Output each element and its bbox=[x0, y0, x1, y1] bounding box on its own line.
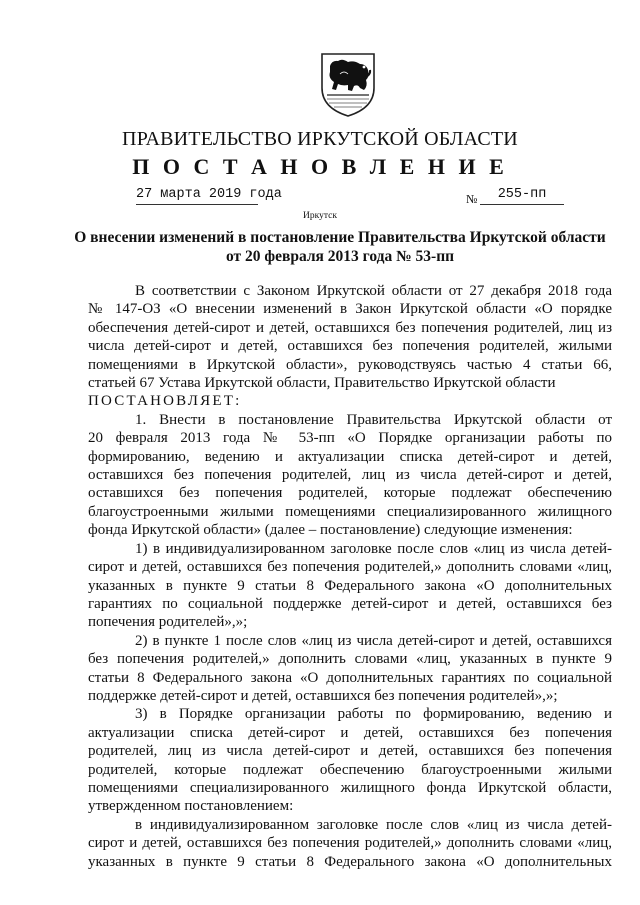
document-body bbox=[88, 282, 612, 871]
decree-word: ПОСТАНОВЛЯЕТ: bbox=[88, 393, 242, 410]
text-line: в индивидуализированном заголовке после слов «лиц из числа детей- bbox=[135, 816, 612, 833]
text-line: указанных в пункте 9 статьи 8 Федерального закона «О дополнительных bbox=[88, 577, 612, 594]
text-line: без попечения родителей,» дополнить словами «лиц, указанных в пункте 9 bbox=[88, 651, 612, 668]
text-line: формированию, ведению и актуализации списка детей-сирот и детей, bbox=[88, 448, 612, 465]
text-line: числа детей-сирот и детей, оставшихся без попечения родителей, жилыми bbox=[88, 338, 612, 355]
text-line: 1. Внести в постановление Правительства Иркутской области от bbox=[135, 411, 612, 428]
paragraph-subitem-1 bbox=[88, 540, 612, 632]
text-line: сирот и детей, оставшихся без попечения родителей,» дополнить словами «лиц, bbox=[88, 559, 612, 576]
text-line: сирот и детей, оставшихся без попечения родителей,» дополнить словами «лиц, bbox=[88, 835, 612, 852]
text-line: родителей, которые подлежат обеспечению благоустроенными жилыми bbox=[88, 761, 612, 778]
text-line: поддержке детей-сирот и детей, оставшихся без попечения родителей»,»; bbox=[88, 687, 558, 704]
paragraph-amendment bbox=[88, 816, 612, 871]
text-line: оставшихся без попечения родителей, лиц из числа детей-сирот и детей, bbox=[88, 467, 612, 484]
title-line: О внесении изменений в постановление Правительства Иркутской области bbox=[74, 229, 606, 246]
text-line: обеспечения детей-сирот и детей, оставшихся без попечения родителей, лиц из bbox=[88, 319, 612, 336]
text-line: 3) в Порядке организации работы по формированию, ведению и bbox=[135, 706, 612, 723]
title-line: от 20 февраля 2013 года № 53-пп bbox=[225, 248, 455, 265]
text-line: указанных в пункте 9 статьи 8 Федерального закона «О дополнительных bbox=[88, 853, 612, 870]
paragraph-subitem-2 bbox=[88, 632, 612, 706]
document-number: 255-пп bbox=[480, 187, 564, 205]
paragraph-preamble bbox=[88, 282, 612, 392]
text-line: 20 февраля 2013 года № 53-пп «О Порядке организации работы по bbox=[88, 430, 612, 447]
government-name: ПРАВИТЕЛЬСТВО ИРКУТСКОЙ ОБЛАСТИ bbox=[122, 128, 518, 150]
text-line: фонда Иркутской области» (далее – постановление) следующие изменения: bbox=[88, 522, 573, 539]
document-type: П О С Т А Н О В Л Е Н И Е bbox=[132, 154, 508, 179]
text-line: В соответствии с Законом Иркутской области от 27 декабря 2018 года bbox=[135, 283, 612, 299]
irkutsk-coat-of-arms-icon bbox=[318, 48, 378, 118]
text-line: 2) в пункте 1 после слов «лиц из числа детей-сирот и детей, оставшихся bbox=[135, 632, 612, 649]
text-line: благоустроенными жилыми помещениями специализированного жилищного bbox=[88, 503, 612, 520]
text-line: гарантиях по социальной поддержке детей-сирот и детей, оставшихся без bbox=[88, 595, 612, 612]
number-sign: № bbox=[466, 192, 478, 206]
text-line: помещениями специализированного жилищного фонда Иркутской области, bbox=[88, 779, 612, 796]
text-line: утвержденном постановлением: bbox=[88, 798, 294, 815]
text-line: 1) в индивидуализированном заголовке после слов «лиц из числа детей- bbox=[135, 540, 612, 557]
text-line: статьей 67 Устава Иркутской области, Правительство Иркутской области bbox=[88, 375, 556, 392]
text-line: актуализации списка детей-сирот и детей, оставшихся без попечения bbox=[88, 724, 612, 741]
paragraph-subitem-3 bbox=[88, 705, 612, 815]
document-date: 27 марта 2019 года bbox=[136, 187, 258, 205]
text-line: статьи 8 Федерального закона «О дополнительных гарантиях по социальной bbox=[88, 669, 612, 686]
issue-city: Иркутск bbox=[303, 211, 337, 221]
text-line: № 147-ОЗ «О внесении изменений в Закон Иркутской области «О порядке bbox=[88, 301, 612, 318]
text-line: родителей, лиц из числа детей-сирот и детей, оставшихся без попечения bbox=[88, 743, 612, 760]
text-line: попечения родителей»,»; bbox=[88, 614, 248, 631]
text-line: помещениями в Иркутской области», руководствуясь частью 4 статьи 66, bbox=[88, 356, 612, 373]
text-line: оставшихся без попечения родителей, которые подлежат обеспечению bbox=[88, 485, 612, 502]
document-title bbox=[70, 228, 610, 266]
paragraph-item-1 bbox=[88, 411, 612, 540]
